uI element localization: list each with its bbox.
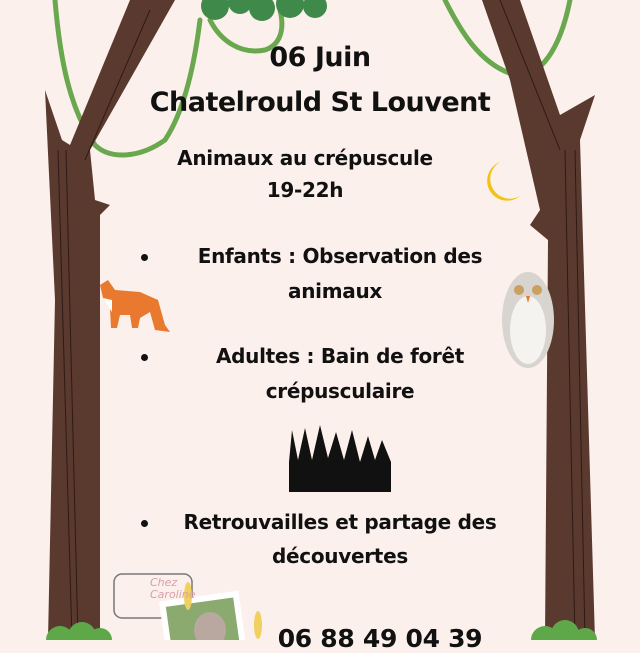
activity-3-line1: Retrouvailles et partage des	[183, 510, 497, 534]
phone-number: 06 88 49 04 39	[277, 624, 483, 653]
event-location: Chatelrould St Louvent	[149, 87, 491, 118]
event-theme: Animaux au crépuscule	[177, 146, 433, 170]
activity-2-line2: crépusculaire	[265, 379, 415, 403]
activity-1-line1: Enfants : Observation des	[197, 244, 483, 268]
activity-3-line2: découvertes	[272, 544, 408, 568]
leaf-cluster	[201, 0, 327, 21]
forest-silhouette	[289, 425, 391, 492]
activity-2-line1: Adultes : Bain de forêt	[215, 344, 464, 368]
activity-1-line2: animaux	[288, 279, 382, 303]
logo-text: Chez Caroline	[150, 576, 196, 601]
event-date: 06 Juin	[269, 42, 371, 73]
event-hours: 19-22h	[266, 178, 344, 202]
